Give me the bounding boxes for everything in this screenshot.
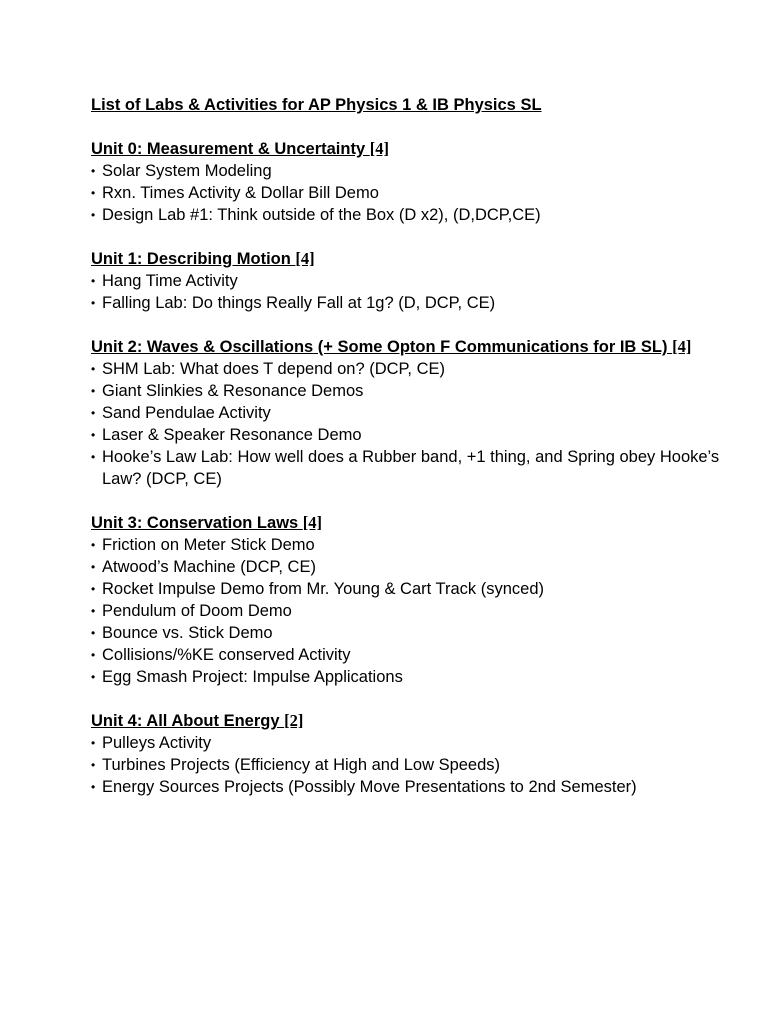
- unit-session-count: [4]: [369, 139, 389, 158]
- unit-heading-text: Unit 0: Measurement & Uncertainty: [91, 140, 370, 158]
- document-page: [91, 94, 731, 820]
- list-item: [91, 182, 731, 204]
- list-item: [91, 600, 731, 622]
- list-item-text: Egg Smash Project: Impulse Applications: [102, 668, 403, 686]
- unit-item-list: [91, 358, 731, 490]
- bullet-icon: •: [91, 758, 96, 772]
- list-item-text: Collisions/%KE conserved Activity: [102, 646, 351, 664]
- list-item: [91, 644, 731, 666]
- bullet-icon: •: [91, 274, 96, 288]
- bullet-icon: •: [91, 164, 96, 178]
- list-item: [91, 402, 731, 424]
- unit-heading: [91, 138, 731, 160]
- bullet-icon: •: [91, 736, 96, 750]
- bullet-icon: •: [91, 208, 96, 222]
- bullet-icon: •: [91, 406, 96, 420]
- unit-1-section: [91, 248, 731, 314]
- bullet-icon: •: [91, 670, 96, 684]
- list-item-text: Design Lab #1: Think outside of the Box (D x2), (D,DCP,CE): [102, 206, 541, 224]
- unit-session-count: [4]: [295, 249, 315, 268]
- list-item-text: Laser & Speaker Resonance Demo: [102, 426, 362, 444]
- unit-0-section: [91, 138, 731, 226]
- bullet-icon: •: [91, 186, 96, 200]
- unit-item-list: [91, 534, 731, 688]
- bullet-icon: •: [91, 582, 96, 596]
- unit-heading-text: Unit 4: All About Energy: [91, 712, 285, 730]
- list-item: [91, 292, 731, 314]
- list-item: [91, 622, 731, 644]
- list-item-text: Pendulum of Doom Demo: [102, 602, 292, 620]
- unit-session-count: [2]: [284, 711, 304, 730]
- bullet-icon: •: [91, 538, 96, 552]
- list-item-text: Hang Time Activity: [102, 272, 238, 290]
- bullet-icon: •: [91, 296, 96, 310]
- list-item-text: Energy Sources Projects (Possibly Move Presentations to 2nd Semester): [102, 778, 637, 796]
- unit-2-section: [91, 336, 731, 490]
- list-item-text: Giant Slinkies & Resonance Demos: [102, 382, 364, 400]
- list-item: [91, 776, 731, 798]
- list-item: [91, 578, 731, 600]
- bullet-icon: •: [91, 450, 96, 464]
- bullet-icon: •: [91, 648, 96, 662]
- bullet-icon: •: [91, 626, 96, 640]
- list-item-text: Bounce vs. Stick Demo: [102, 624, 273, 642]
- bullet-icon: •: [91, 428, 96, 442]
- list-item: [91, 424, 731, 446]
- list-item: [91, 358, 731, 380]
- unit-heading-text: Unit 3: Conservation Laws: [91, 514, 303, 532]
- list-item-text: Sand Pendulae Activity: [102, 404, 271, 422]
- unit-heading: [91, 336, 731, 358]
- list-item-text: SHM Lab: What does T depend on? (DCP, CE): [102, 360, 446, 378]
- bullet-icon: •: [91, 384, 96, 398]
- list-item: [91, 446, 731, 490]
- unit-heading: [91, 710, 731, 732]
- list-item: [91, 204, 731, 226]
- list-item: [91, 160, 731, 182]
- list-item-text: Atwood’s Machine (DCP, CE): [102, 558, 316, 576]
- list-item-text: Hooke’s Law Lab: How well does a Rubber band, +1 thing, and Spring obey Hooke’s Law? (DCP, CE): [102, 448, 720, 488]
- unit-item-list: [91, 270, 731, 314]
- list-item: [91, 754, 731, 776]
- list-item: [91, 270, 731, 292]
- bullet-icon: •: [91, 560, 96, 574]
- list-item: [91, 732, 731, 754]
- list-item: [91, 380, 731, 402]
- unit-session-count: [4]: [302, 513, 323, 532]
- bullet-icon: •: [91, 780, 96, 794]
- list-item-text: Rxn. Times Activity & Dollar Bill Demo: [102, 184, 379, 202]
- list-item-text: Falling Lab: Do things Really Fall at 1g? (D, DCP, CE): [102, 294, 496, 312]
- list-item-text: Rocket Impulse Demo from Mr. Young & Cart Track (synced): [102, 580, 544, 598]
- unit-heading-text: Unit 1: Describing Motion: [91, 250, 296, 268]
- document-title: List of Labs & Activities for AP Physics 1 & IB Physics SL: [91, 96, 542, 114]
- bullet-icon: •: [91, 604, 96, 618]
- list-item-text: Pulleys Activity: [102, 734, 212, 752]
- list-item: [91, 666, 731, 688]
- list-item-text: Turbines Projects (Efficiency at High and Low Speeds): [102, 756, 501, 774]
- unit-4-section: [91, 710, 731, 798]
- unit-heading-text: Unit 2: Waves & Oscillations (+ Some Opton F Communications for IB SL): [91, 338, 673, 356]
- list-item-text: Friction on Meter Stick Demo: [102, 536, 315, 554]
- list-item: [91, 534, 731, 556]
- list-item: [91, 556, 731, 578]
- unit-item-list: [91, 160, 731, 226]
- list-item-text: Solar System Modeling: [102, 162, 272, 180]
- bullet-icon: •: [91, 362, 96, 376]
- unit-item-list: [91, 732, 731, 798]
- unit-heading: [91, 248, 731, 270]
- unit-heading: [91, 512, 731, 534]
- unit-session-count: [4]: [672, 337, 692, 356]
- unit-3-section: [91, 512, 731, 688]
